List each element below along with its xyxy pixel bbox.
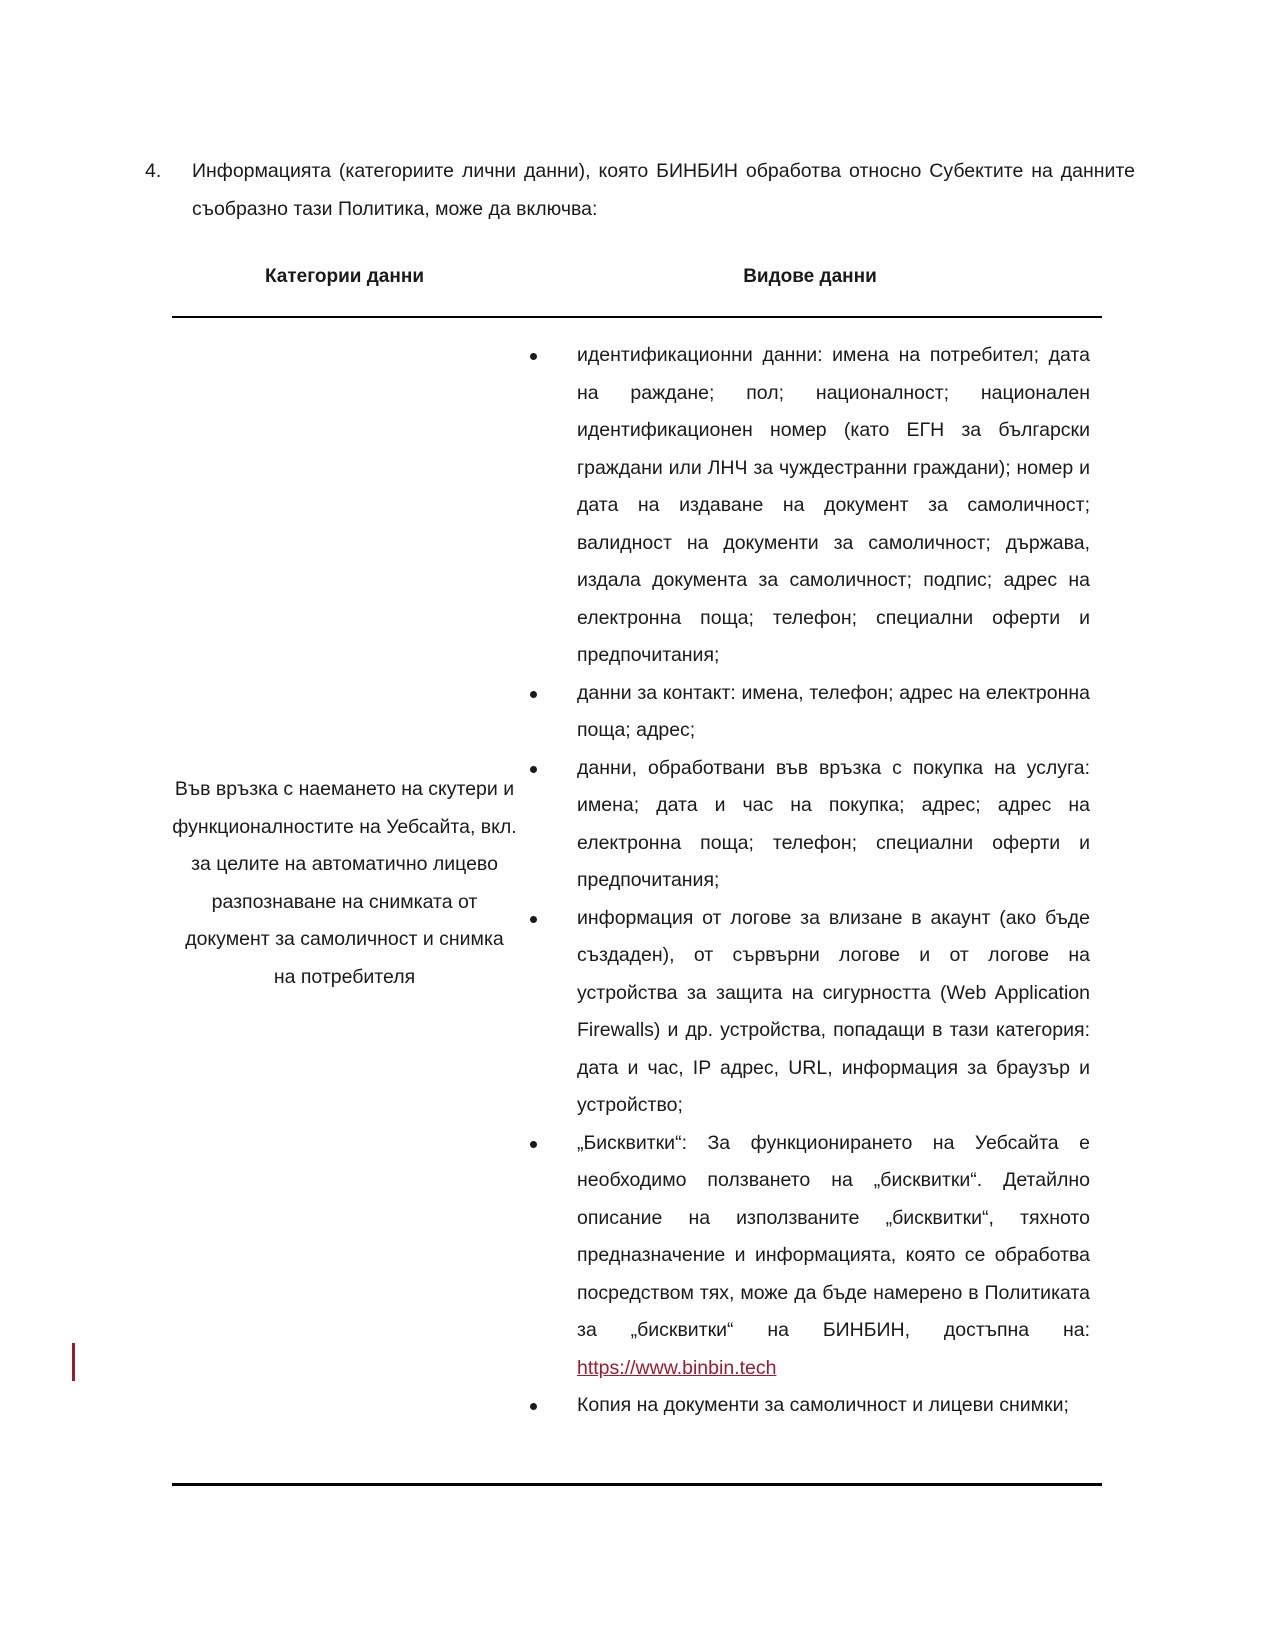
table-bottom-rule: [172, 1483, 1102, 1486]
cookies-text: „Бисквитки“: За функционирането на Уебсайта е необходимо ползването на „бисквитки“. Детайлно описание на използваните „бисквитки“, тяхното предназначение и информацията, която се обработва посредством тях, може да бъде намерено в Политиката за „бисквитки“ на БИНБИН, достъпна на:: [577, 1131, 1090, 1341]
item-number: 4.: [145, 160, 162, 182]
header-categories: Категории данни: [264, 266, 425, 287]
binbin-link[interactable]: https://www.binbin.tech: [577, 1356, 777, 1379]
list-item-contact: данни за контакт: имена, телефон; адрес на електронна поща; адрес;: [530, 675, 1090, 750]
revision-mark: [72, 1343, 75, 1381]
list-item-logs: информация от логове за влизане в акаунт (ако бъде създаден), от сървърни логове и от логове на устройства за защита на сигурността (Web Application Firewalls) и др. устройства, попадащи в тази категория: дата и час, IP адрес, URL, информация за браузър и устройство;: [530, 900, 1090, 1125]
data-types-list: [530, 337, 1090, 1425]
header-types: Видове данни: [743, 266, 877, 287]
list-item-cookies: [530, 1125, 1090, 1388]
table-top-rule: [172, 316, 1102, 318]
list-item-purchase: данни, обработвани във връзка с покупка на услуга: имена; дата и час на покупка; адрес; адрес на електронна поща; телефон; специални оферти и предпочитания;: [530, 750, 1090, 900]
list-item-id-copies: Копия на документи за самоличност и лицеви снимки;: [530, 1387, 1090, 1425]
category-description: Във връзка с наемането на скутери и функционалностите на Уебсайта, вкл. за целите на автоматично лицево разпознаване на снимката от документ за самоличност и снимка на потребителя: [172, 778, 517, 988]
list-item-identification: идентификационни данни: имена на потребител; дата на раждане; пол; националност; национален идентификационен номер (като ЕГН за български граждани или ЛНЧ за чуждестранни граждани); номер и дата на издаване на документ за самоличност; валидност на документи за самоличност; държава, издала документа за самоличност; подпис; адрес на електронна поща; телефон; специални оферти и предпочитания;: [530, 337, 1090, 675]
intro-text: Информацията (категориите лични данни), която БИНБИН обработва относно Субектите на данните съобразно тази Политика, може да включва:: [192, 160, 1135, 220]
